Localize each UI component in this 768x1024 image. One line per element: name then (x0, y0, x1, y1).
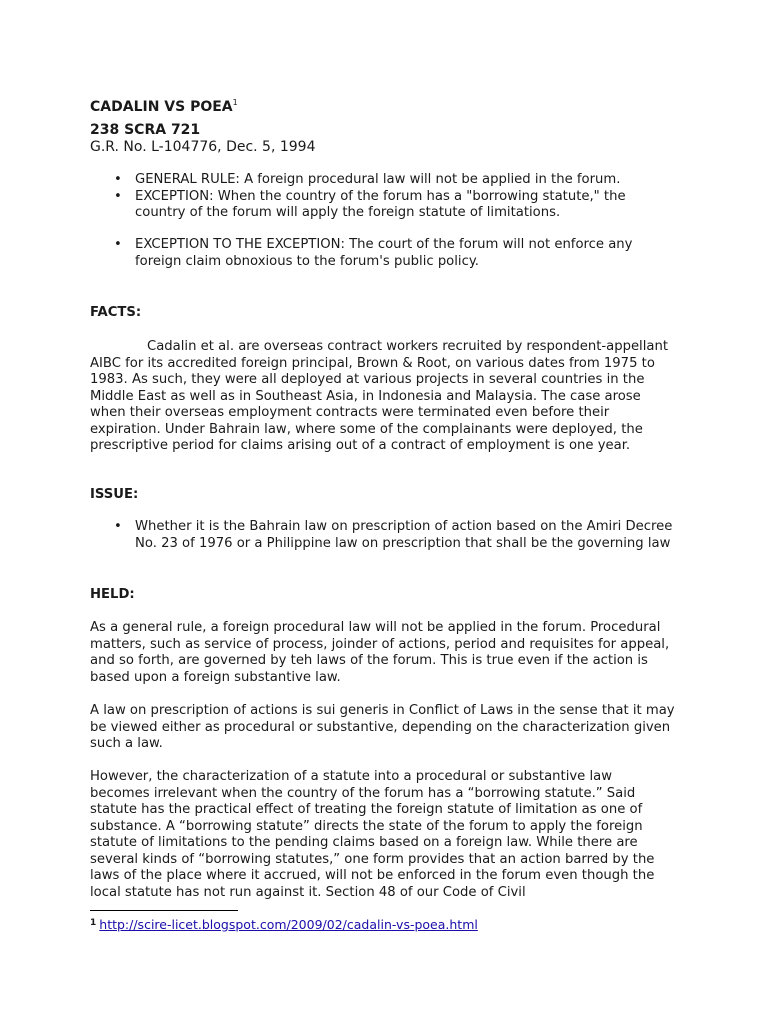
case-title-text: CADALIN VS POEA (90, 99, 233, 115)
bullet-icon: • (114, 188, 122, 204)
footnote-link[interactable]: http://scire-licet.blogspot.com/2009/02/cadalin-vs-poea.html (99, 917, 478, 932)
rules-list-exception (90, 237, 680, 270)
case-title (90, 99, 238, 116)
rule-text: EXCEPTION: When the country of the forum has a "borrowing statute," the country of the forum will apply the foreign statute of limitations. (135, 188, 626, 220)
rule-exception (90, 189, 680, 222)
rule-general (90, 172, 680, 189)
held-paragraph: As a general rule, a foreign procedural law will not be applied in the forum. Procedural matters, such as service of process, joinder of actions, period and requisites for appeal, and so forth, are governed by teh laws of the forum. This is true even if the action is based upon a foreign substantive law. (90, 620, 670, 685)
footnote (90, 915, 478, 933)
facts-paragraph: Cadalin et al. are overseas contract workers recruited by respondent-appellant AIBC for its accredited foreign principal, Brown & Root, on various dates from 1975 to 1983. As such, they were all deployed at various projects in several countries in the Middle East as well as in Southeast Asia, in Indonesia and Malaysia. The case arose when their overseas employment contracts were terminated even before their expiration. Under Bahrain law, where some of the complainants were deployed, the prescriptive period for claims arising out of a contract of employment is one year. (90, 339, 668, 453)
rule-exception-to-exception (90, 237, 680, 270)
issue-item (90, 519, 680, 552)
held-heading: HELD: (90, 587, 135, 602)
facts-heading: FACTS: (90, 305, 142, 320)
bullet-icon: • (114, 237, 122, 252)
held-paragraph: A law on prescription of actions is sui generis in Conflict of Laws in the sense that it may be viewed either as procedural or substantive, depending on the characterization given such a law. (90, 703, 675, 751)
issue-heading: ISSUE: (90, 487, 139, 502)
footnote-number: 1 (90, 918, 97, 928)
issue-list (90, 519, 680, 552)
case-gr-number: G.R. No. L-104776, Dec. 5, 1994 (90, 139, 316, 155)
footnote-separator (90, 910, 238, 911)
held-paragraph: However, the characterization of a statute into a procedural or substantive law becomes irrelevant when the country of the forum has a “borrowing statute.” Said statute has the practical effect of treating the foreign statute of limitation as one of substance. A “borrowing statute” directs the state of the forum to apply the foreign statute of limitations to the pending claims based on a foreign law. While there are several kinds of “borrowing statutes,” one form provides that an action barred by the laws of the place where it accrued, will not be enforced in the forum even though the local statute has not run against it. Section 48 of our Code of Civil (90, 769, 655, 900)
rule-text: GENERAL RULE: A foreign procedural law will not be applied in the forum. (135, 172, 621, 187)
issue-text: Whether it is the Bahrain law on prescription of action based on the Amiri Decree No. 23 of 1976 or a Philippine law on prescription that shall be the governing law (135, 519, 673, 551)
footnote-reference[interactable]: 1 (232, 98, 238, 107)
bullet-icon: • (114, 519, 122, 534)
rules-list (90, 172, 680, 222)
rule-text: EXCEPTION TO THE EXCEPTION: The court of the forum will not enforce any foreign claim obnoxious to the forum's public policy. (135, 237, 633, 269)
bullet-icon: • (114, 172, 122, 187)
case-citation: 238 SCRA 721 (90, 122, 201, 138)
